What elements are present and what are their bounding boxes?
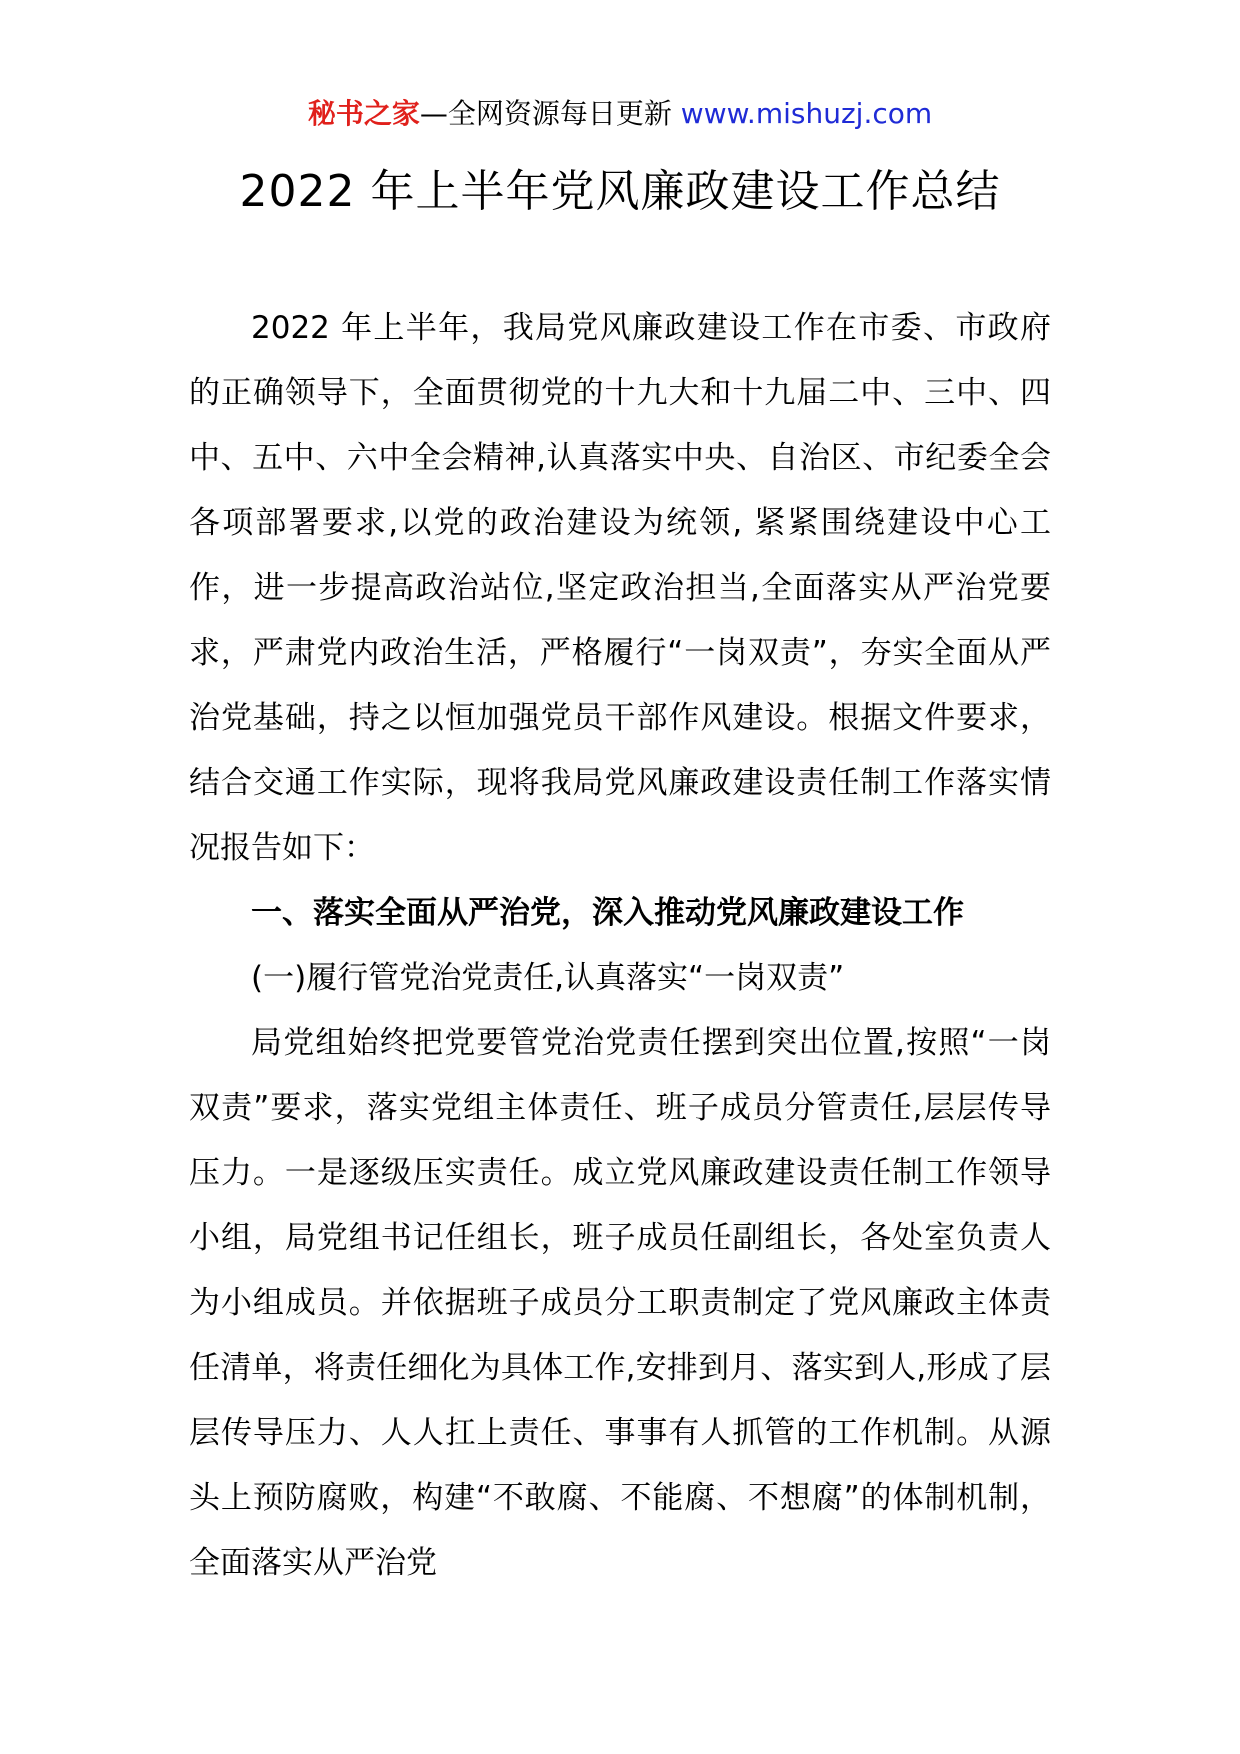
document-body — [189, 296, 1051, 1596]
site-url-link[interactable]: www.mishuzj.com — [680, 97, 933, 130]
body-paragraph: 局党组始终把党要管党治党责任摆到突出位置,按照“一岗双责”要求，落实党组主体责任、班子成员分管责任,层层传导压力。一是逐级压实责任。成立党风廉政建设责任制工作领导小组，局党组书记任组长，班子成员任副组长，各处室负责人为小组成员。并依据班子成员分工职责制定了党风廉政主体责任清单，将责任细化为具体工作,安排到月、落实到人,形成了层层传导压力、人人扛上责任、事事有人抓管的工作机制。从源头上预防腐败，构建“不敢腐、不能腐、不想腐”的体制机制，全面落实从严治党 — [189, 1025, 1051, 1581]
site-header — [0, 96, 1240, 132]
site-tagline: —全网资源每日更新 — [419, 97, 672, 130]
document-title: 2022 年上半年党风廉政建设工作总结 — [239, 166, 1001, 217]
section-heading: 一、落实全面从严治党，深入推动党风廉政建设工作 — [251, 895, 964, 931]
site-brand: 秘书之家 — [307, 97, 420, 130]
subsection-heading: (一)履行管党治党责任,认真落实“一岗双责” — [251, 960, 845, 996]
intro-paragraph: 2022 年上半年，我局党风廉政建设工作在市委、市政府的正确领导下，全面贯彻党的十九大和十九届二中、三中、四中、五中、六中全会精神,认真落实中央、自治区、市纪委全会各项部署要求,以党的政治建设为统领, 紧紧围绕建设中心工作，进一步提高政治站位,坚定政治担当,全面落实从严治党要求，严肃党内政治生活，严格履行“一岗双责”，夯实全面从严治党基础，持之以恒加强党员干部作风建设。根据文件要求，结合交通工作实际，现将我局党风廉政建设责任制工作落实情况报告如下： — [189, 310, 1051, 866]
